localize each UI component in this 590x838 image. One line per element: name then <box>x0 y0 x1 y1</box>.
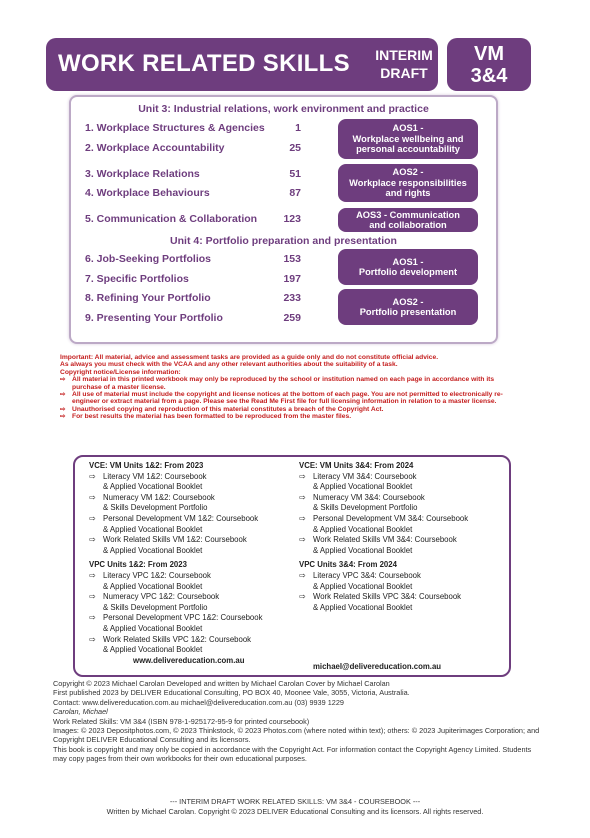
catalog-item-title: Work Related Skills VPC 3&4: Coursebook <box>313 592 462 602</box>
aos-badge-unit3-2 <box>338 164 478 202</box>
arrow-right-icon: ⇨ <box>299 570 306 580</box>
arrow-right-icon: ⇨ <box>89 471 96 481</box>
toc-chapter-5[interactable]: 5. Communication & Collaboration <box>85 213 258 225</box>
table-of-contents <box>69 95 498 344</box>
catalog-item-sub: & Applied Vocational Booklet <box>313 602 413 612</box>
notice-line: As always you must check with the VCAA and any other relevant authorities about the suitability of a task. <box>60 361 398 369</box>
toc-page-2: 25 <box>289 142 301 154</box>
footer-line: Written by Michael Carolan. Copyright © 2023 DELIVER Educational Consulting and its licensors. All rights reserved. <box>106 807 484 816</box>
pub-line: Carolan, Michael <box>53 707 108 717</box>
pub-line: Images: © 2023 Depositphotos.com, © 2023 Thinkstock, © 2023 Photos.com (where noted within text); others: © 2023 Jupiterimages Corporation; and Copyright DELIVER Educational Consulting and its licensors. <box>53 726 540 745</box>
catalog-item <box>89 472 294 483</box>
catalog-heading: VPC Units 3&4: From 2024 <box>299 560 397 570</box>
aos-line: AOS2 - <box>392 167 424 178</box>
level-badge-line2: 3&4 <box>470 65 508 87</box>
copyright-notice <box>60 354 522 421</box>
arrow-right-icon: ⇨ <box>299 471 306 481</box>
catalog-item <box>89 571 294 582</box>
aos-line: AOS1 - <box>392 123 424 134</box>
toc-chapter-2[interactable]: 2. Workplace Accountability <box>85 142 225 154</box>
notice-bullet <box>60 406 522 413</box>
draft-tag-line1: INTERIM <box>375 47 433 63</box>
catalog-item <box>299 571 504 582</box>
notice-bullet-text: For best results the material has been formatted to be reproduced from the master files. <box>72 413 352 421</box>
toc-chapter-9[interactable]: 9. Presenting Your Portfolio <box>85 312 223 324</box>
arrow-right-icon: ⇨ <box>89 570 96 580</box>
aos-line: and collaboration <box>369 220 447 230</box>
catalog-item-title: Literacy VM 1&2: Coursebook <box>103 471 207 481</box>
unit4-heading: Unit 4: Portfolio preparation and presentation <box>170 235 397 247</box>
arrow-right-icon: ⇨ <box>89 513 96 523</box>
website-link[interactable]: www.delivereducation.com.au <box>133 655 245 665</box>
notice-bullet-text: All material in this printed workbook may only be reproduced by the school or institution named on each page in accordance with its purchase of a master license. <box>72 376 495 391</box>
aos-badge-unit4-2 <box>338 289 478 325</box>
arrow-right-icon: ⇨ <box>89 492 96 502</box>
catalog-item <box>89 514 294 525</box>
catalog-item-sub: & Applied Vocational Booklet <box>103 623 203 633</box>
draft-tag <box>374 46 434 82</box>
catalog-item-title: Work Related Skills VPC 1&2: Coursebook <box>103 634 252 644</box>
notice-bullet <box>60 376 522 391</box>
arrow-right-icon: ⇨ <box>89 634 96 644</box>
arrow-right-icon: ⇨ <box>299 492 306 502</box>
notice-bullet <box>60 391 522 406</box>
catalog-item <box>299 472 504 483</box>
catalog-item-title: Literacy VPC 3&4: Coursebook <box>313 570 421 580</box>
toc-chapter-3[interactable]: 3. Workplace Relations <box>85 168 200 180</box>
catalog-item-sub: & Applied Vocational Booklet <box>103 545 203 555</box>
arrow-right-icon: ⇨ <box>60 376 66 384</box>
arrow-right-icon: ⇨ <box>60 405 66 413</box>
catalog-item-sub: & Applied Vocational Booklet <box>313 581 413 591</box>
catalog-item-title: Numeracy VM 1&2: Coursebook <box>103 492 215 502</box>
toc-chapter-8[interactable]: 8. Refining Your Portfolio <box>85 292 211 304</box>
catalog-item-sub: & Applied Vocational Booklet <box>313 545 413 555</box>
toc-chapter-7[interactable]: 7. Specific Portfolios <box>85 273 189 285</box>
toc-page-4: 87 <box>289 187 301 199</box>
aos-badge-unit3-1 <box>338 119 478 159</box>
catalog-item-title: Personal Development VPC 1&2: Coursebook <box>103 613 263 623</box>
unit3-heading: Unit 3: Industrial relations, work environment and practice <box>138 103 429 115</box>
level-badge <box>447 38 531 91</box>
page-footer <box>48 797 542 817</box>
aos-line: AOS3 - Communication <box>356 209 460 220</box>
level-badge-text <box>447 43 531 87</box>
catalog-item-sub: & Applied Vocational Booklet <box>103 581 203 591</box>
toc-page-8: 233 <box>283 292 301 304</box>
level-badge-line1: VM <box>474 43 504 65</box>
catalog-item-title: Personal Development VM 1&2: Coursebook <box>103 513 259 523</box>
notice-bullet-text: Unauthorised copying and reproduction of this material constitutes a breach of the Copyright Act. <box>72 405 384 413</box>
notice-heading: Copyright notice/License information: <box>60 368 181 376</box>
toc-chapter-4[interactable]: 4. Workplace Behaviours <box>85 187 210 199</box>
catalog-item-title: Numeracy VPC 1&2: Coursebook <box>103 592 220 602</box>
catalog-item <box>299 514 504 525</box>
toc-page-9: 259 <box>283 312 301 324</box>
toc-page-7: 197 <box>283 273 301 285</box>
aos-line: AOS2 - <box>392 296 424 307</box>
notice-bullet <box>60 413 522 420</box>
pub-line: This book is copyright and may only be copied in accordance with the Copyright Act. For information contact the Copyright Agency Limited. Students may copy pages from their own workbooks for their own educational purposes. <box>53 744 532 764</box>
catalog-item <box>89 613 294 624</box>
aos-line: Workplace wellbeing and <box>352 133 464 144</box>
arrow-right-icon: ⇨ <box>299 592 306 602</box>
pub-line: Work Related Skills: VM 3&4 (ISBN 978-1-925172-95-9 for printed coursebook) <box>53 716 310 726</box>
arrow-right-icon: ⇨ <box>299 535 306 545</box>
catalog-item-sub: & Applied Vocational Booklet <box>313 524 413 534</box>
catalog-item-sub: & Applied Vocational Booklet <box>103 645 203 655</box>
catalog-item-sub: & Skills Development Portfolio <box>313 503 418 513</box>
notice-line: Important: All material, advice and assessment tasks are provided as a guide only and do not constitute official advice. <box>60 354 439 361</box>
toc-page-1: 1 <box>295 122 301 134</box>
arrow-right-icon: ⇨ <box>89 613 96 623</box>
publication-info <box>53 679 543 764</box>
catalog-heading: VCE: VM Units 1&2: From 2023 <box>89 461 204 470</box>
catalog-item-title: Literacy VPC 1&2: Coursebook <box>103 570 211 580</box>
aos-line: AOS1 - <box>392 256 424 267</box>
catalog-item-sub: & Skills Development Portfolio <box>103 602 208 612</box>
catalog-item-sub: & Skills Development Portfolio <box>103 503 208 513</box>
arrow-right-icon: ⇨ <box>89 535 96 545</box>
catalog-item-title: Numeracy VM 3&4: Coursebook <box>313 492 425 502</box>
draft-tag-line2: DRAFT <box>380 65 428 81</box>
aos-line: and rights <box>385 188 431 199</box>
aos-line: personal accountability <box>356 144 460 155</box>
aos-line: Portfolio presentation <box>359 307 457 317</box>
catalog-item-sub: & Applied Vocational Booklet <box>103 482 203 492</box>
pub-line: Copyright © 2023 Michael Carolan Developed and written by Michael Carolan Cover by Michael Carolan <box>53 679 390 688</box>
aos-line: Workplace responsibilities <box>349 177 467 188</box>
catalog-item-title: Literacy VM 3&4: Coursebook <box>313 471 417 481</box>
toc-page-3: 51 <box>289 168 301 180</box>
aos-badge-unit3-3 <box>338 208 478 232</box>
catalog-item <box>89 592 294 603</box>
catalog-item-title: Personal Development VM 3&4: Coursebook <box>313 513 469 523</box>
toc-chapter-6[interactable]: 6. Job-Seeking Portfolios <box>85 253 212 265</box>
pub-line: First published 2023 by DELIVER Educational Consulting, PO BOX 40, Moonee Vale, 3055, Victoria, Australia. <box>53 688 410 698</box>
product-catalog <box>73 455 511 677</box>
catalog-heading: VCE: VM Units 3&4: From 2024 <box>299 461 414 470</box>
toc-chapter-1[interactable]: 1. Workplace Structures & Agencies <box>85 122 265 134</box>
footer-line: --- INTERIM DRAFT WORK RELATED SKILLS: VM 3&4 - COURSEBOOK --- <box>169 797 421 806</box>
notice-bullet-text: All use of material must include the copyright and license notices at the bottom of each page. You are not permitted to electronically re-engineer or extract material from a page. Please see the Read Me First file for full licensing information in relation to a master license. <box>72 391 503 406</box>
catalog-heading: VPC Units 1&2: From 2023 <box>89 560 187 570</box>
aos-badge-unit4-1 <box>338 249 478 285</box>
catalog-item <box>89 535 294 546</box>
catalog-item-title: Work Related Skills VM 1&2: Coursebook <box>103 535 247 545</box>
arrow-right-icon: ⇨ <box>299 513 306 523</box>
toc-page-6: 153 <box>283 253 301 265</box>
catalog-item <box>299 535 504 546</box>
aos-line: Portfolio development <box>358 267 458 277</box>
pub-line: Contact: www.delivereducation.com.au michael@delivereducation.com.au (03) 9939 1229 <box>53 697 344 707</box>
arrow-right-icon: ⇨ <box>60 413 66 421</box>
arrow-right-icon: ⇨ <box>60 391 66 399</box>
email-link[interactable]: michael@delivereducation.com.au <box>313 662 442 671</box>
toc-page-5: 123 <box>283 213 301 225</box>
catalog-right-column <box>299 461 504 671</box>
catalog-item-title: Work Related Skills VM 3&4: Coursebook <box>313 535 457 545</box>
catalog-item <box>299 592 504 603</box>
catalog-item <box>299 493 504 504</box>
title-banner <box>46 38 438 91</box>
arrow-right-icon: ⇨ <box>89 592 96 602</box>
catalog-left-column <box>89 461 294 666</box>
catalog-item <box>89 635 294 646</box>
book-title: WORK RELATED SKILLS <box>58 50 350 77</box>
catalog-item-sub: & Applied Vocational Booklet <box>313 482 413 492</box>
catalog-item <box>89 493 294 504</box>
catalog-item-sub: & Applied Vocational Booklet <box>103 524 203 534</box>
